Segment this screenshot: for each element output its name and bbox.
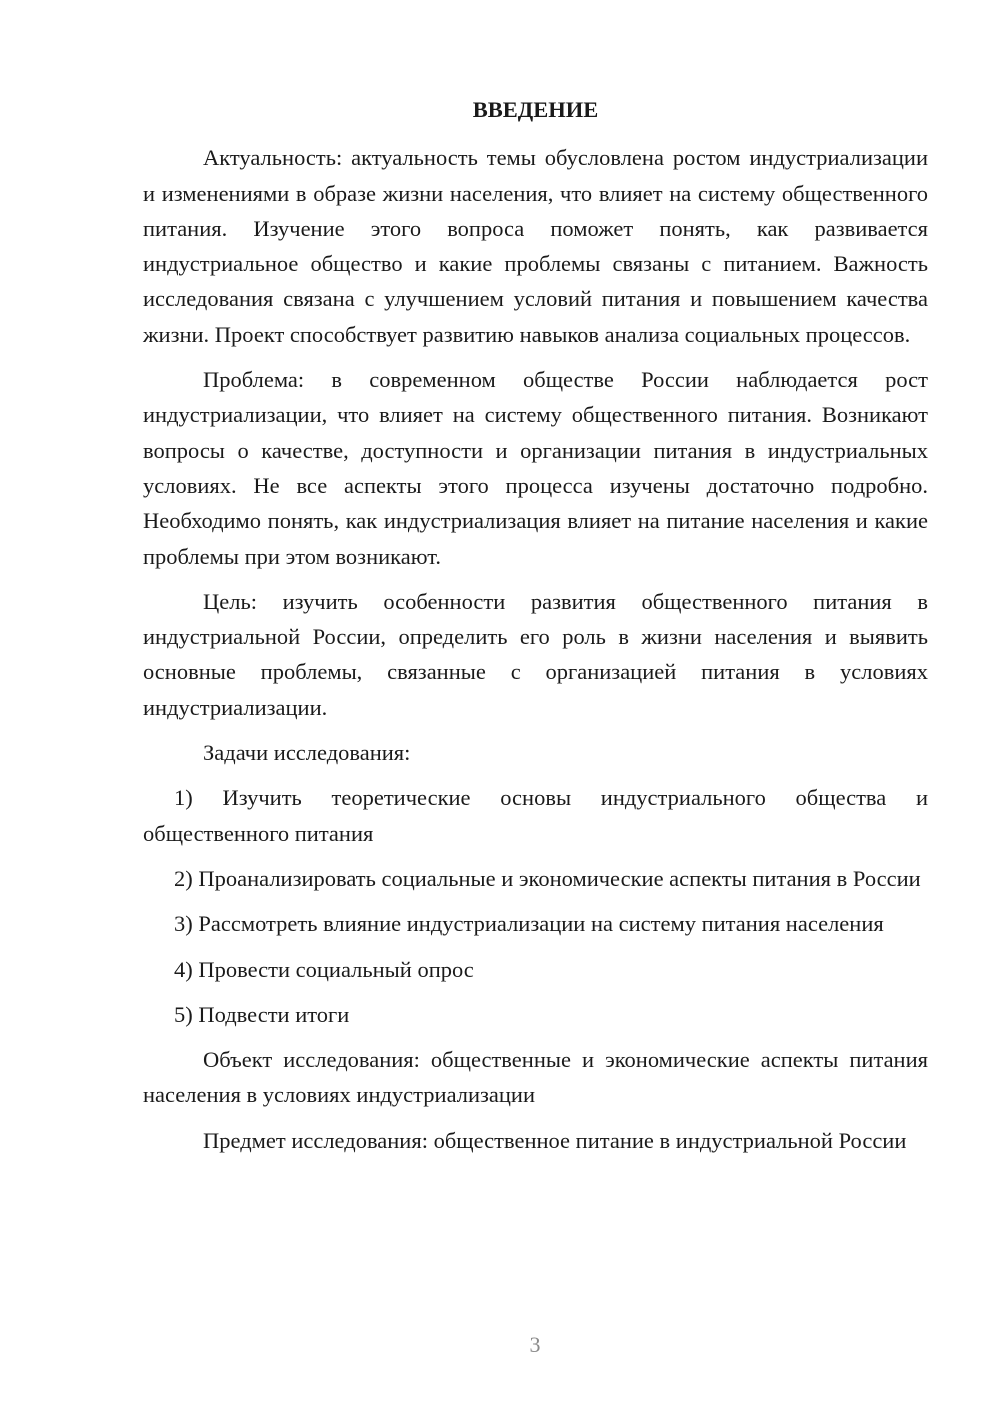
task-item-3: 3) Рассмотреть влияние индустриализации на систему питания населения bbox=[174, 911, 884, 937]
task-item-4: 4) Провести социальный опрос bbox=[174, 956, 474, 982]
goal-paragraph: Цель: изучить особенности развития общественного питания в индустриальной России, определить его роль в жизни населения и выявить основные проблемы, связанные с организацией питания в условиях индустриализации. bbox=[143, 588, 928, 720]
tasks-heading: Задачи исследования: bbox=[203, 740, 411, 766]
page-title: ВВЕДЕНИЕ bbox=[472, 97, 599, 122]
subject-paragraph: Предмет исследования: общественное питание в индустриальной России bbox=[203, 1127, 907, 1153]
task-item-1: 1) Изучить теоретические основы индустриального общества и общественного питания bbox=[143, 785, 928, 846]
problem-paragraph: Проблема: в современном обществе России наблюдается рост индустриализации, что влияет на систему общественного питания. Возникают вопросы о качестве, доступности и организации питания в индустриальных условиях. Не все аспекты этого процесса изучены достаточно подробно. Необходимо понять, как индустриализация влияет на питание населения и какие проблемы при этом возникают. bbox=[143, 367, 928, 569]
page-number: 3 bbox=[529, 1332, 541, 1357]
task-item-2: 2) Проанализировать социальные и экономические аспекты питания в России bbox=[174, 865, 921, 891]
object-paragraph: Объект исследования: общественные и экономические аспекты питания населения в условиях индустриализации bbox=[143, 1047, 928, 1108]
relevance-paragraph: Актуальность: актуальность темы обусловлена ростом индустриализации и изменениями в образе жизни населения, что влияет на систему общественного питания. Изучение этого вопроса поможет понять, как развивается индустриальное общество и какие проблемы связаны с питанием. Важность исследования связана с улучшением условий питания и повышением качества жизни. Проект способствует развитию навыков анализа социальных процессов. bbox=[143, 145, 928, 347]
task-item-5: 5) Подвести итоги bbox=[174, 1001, 350, 1027]
page-content bbox=[143, 92, 928, 1168]
